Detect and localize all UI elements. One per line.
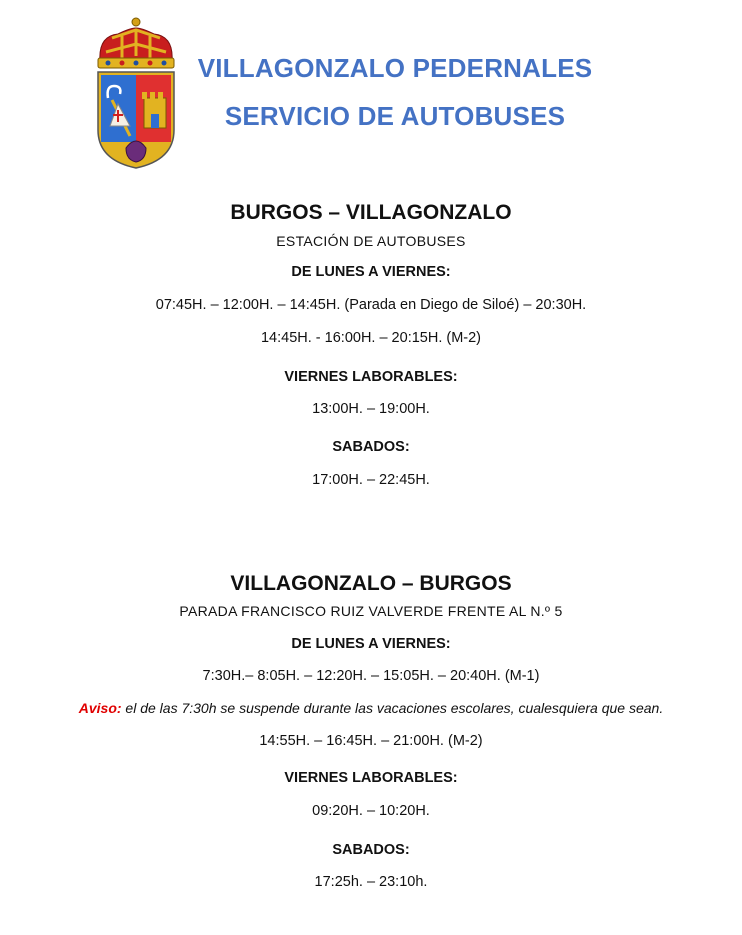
route1-weekdays-times-2: 14:45H. - 16:00H. – 20:15H. (M-2) [260, 330, 482, 346]
page-title [190, 44, 600, 140]
title-line-service: SERVICIO DE AUTOBUSES [224, 101, 566, 131]
route2-saturdays-times: 17:25h. – 23:10h. [314, 874, 428, 890]
route1-fridays-times: 13:00H. – 19:00H. [312, 401, 430, 417]
route2-title: VILLAGONZALO – BURGOS [230, 572, 512, 595]
route1-stop: ESTACIÓN DE AUTOBUSES [276, 233, 466, 249]
title-line-municipality: VILLAGONZALO PEDERNALES [197, 53, 593, 83]
route2-weekdays-times-2: 14:55H. – 16:45H. – 21:00H. (M-2) [259, 733, 483, 749]
route1-weekdays-times-1: 07:45H. – 12:00H. – 14:45H. (Parada en Diego de Siloé) – 20:30H. [155, 297, 587, 313]
route2-weekdays-label: DE LUNES A VIERNES: [291, 636, 451, 652]
notice-text: el de las 7:30h se suspende durante las vacaciones escolares, cualesquiera que sean. [121, 700, 664, 716]
coat-of-arms-icon [90, 14, 182, 170]
route2-saturdays-label: SABADOS: [332, 842, 410, 858]
route1-fridays-label: VIERNES LABORABLES: [284, 369, 458, 385]
route1-title: BURGOS – VILLAGONZALO [230, 201, 512, 224]
notice-label: Aviso: [78, 700, 122, 716]
route2-fridays-label: VIERNES LABORABLES: [284, 770, 458, 786]
route2-fridays-times: 09:20H. – 10:20H. [312, 803, 430, 819]
route2-stop: PARADA FRANCISCO RUIZ VALVERDE FRENTE AL N.º 5 [179, 603, 563, 619]
route2-weekdays-times-1: 7:30H.– 8:05H. – 12:20H. – 15:05H. – 20:40H. (M-1) [202, 668, 540, 684]
route1-saturdays-times: 17:00H. – 22:45H. [312, 472, 430, 488]
route1-weekdays-label: DE LUNES A VIERNES: [291, 264, 451, 280]
route2-notice [0, 700, 742, 716]
route1-saturdays-label: SABADOS: [332, 439, 410, 455]
